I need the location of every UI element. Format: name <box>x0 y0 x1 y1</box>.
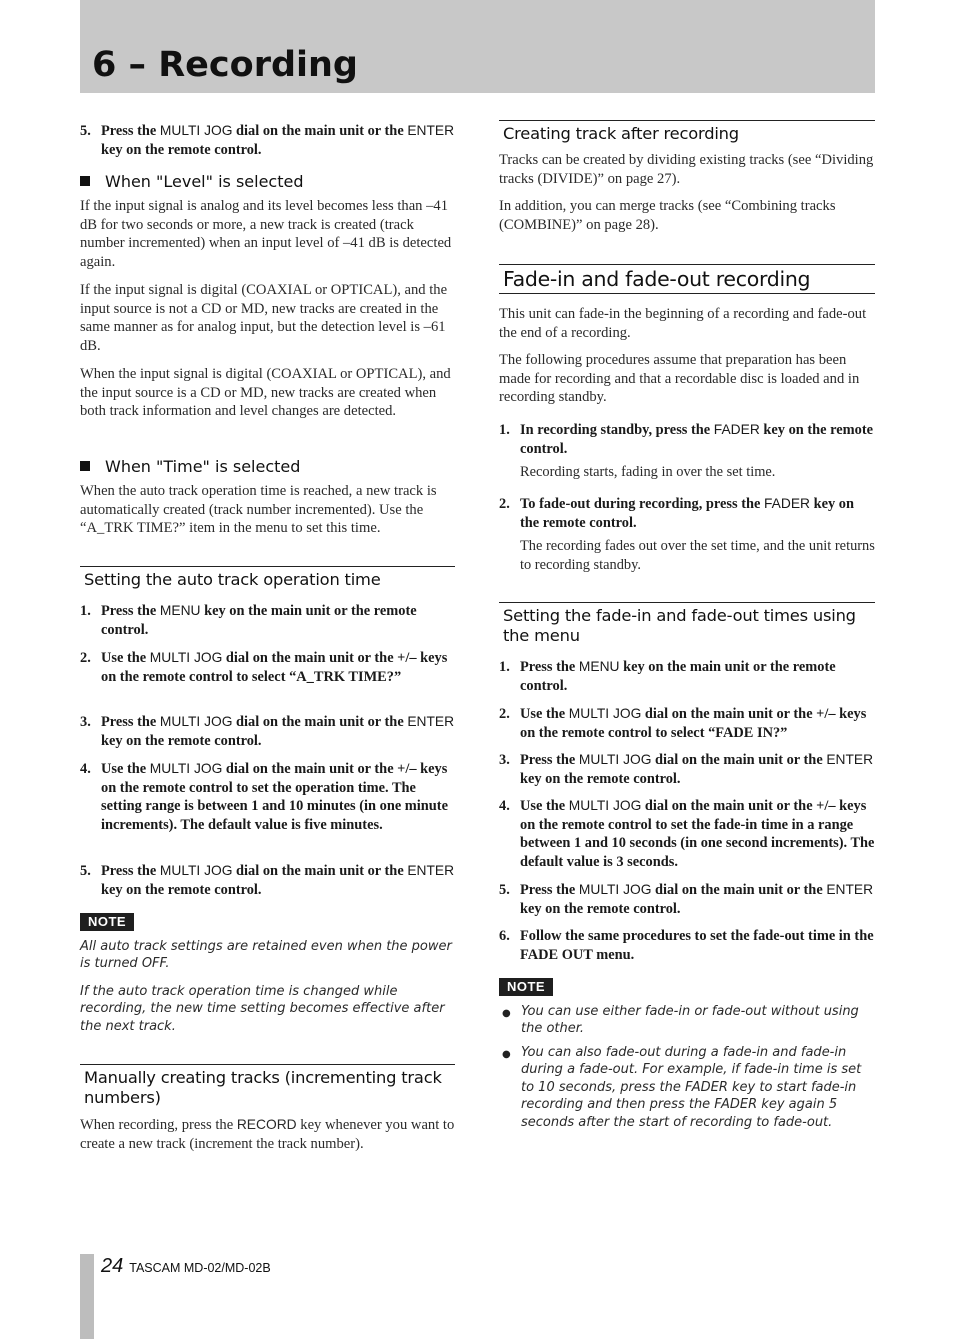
fade-paragraph-1: This unit can fade-in the beginning of a recording and fade-out the end of a recording. <box>499 306 867 341</box>
footer-brand: TASCAM MD-02/MD-02B <box>129 1261 271 1275</box>
page-number: 24 <box>101 1255 124 1277</box>
level-paragraph-3: When the input signal is digital (COAXIAL or OPTICAL), and the input source is a CD or MD, new tracks are created when both track information and level changes are detected. <box>80 366 451 420</box>
bullet-dot-icon: ● <box>502 1049 511 1060</box>
square-bullet-icon <box>80 176 90 186</box>
fade-menu-section-heading: Setting the fade-in and fade-out times using the menu <box>499 602 875 646</box>
note-paragraph-1: All auto track settings are retained even when the power is turned OFF. <box>80 939 452 972</box>
note-badge: NOTE <box>80 913 134 931</box>
chapter-title: 6 – Recording <box>92 45 358 85</box>
auto-step-4: 4. Use the MULTI JOG dial on the main unit or the +/– keys on the remote control to set the operation time. The setting range is between 1 and 10 minutes (in one minute increments). The default value is five minutes. <box>80 761 448 833</box>
auto-step-5: 5. Press the MULTI JOG dial on the main unit or the ENTER key on the remote control. <box>80 863 455 898</box>
auto-step-2: 2. Use the MULTI JOG dial on the main unit or the +/– keys on the remote control to select “A_TRK TIME?” <box>80 650 448 685</box>
note-bullet-1: ● You can use either fade-in or fade-out without using the other. <box>502 1004 859 1037</box>
square-bullet-icon <box>80 461 90 471</box>
menu-step-5: 5. Press the MULTI JOG dial on the main unit or the ENTER key on the remote control. <box>499 882 874 917</box>
after-recording-section-heading: Creating track after recording <box>499 120 875 144</box>
note-paragraph-2: If the auto track operation time is changed while recording, the new time setting becomes effective after the next track. <box>80 984 445 1034</box>
menu-step-3: 3. Press the MULTI JOG dial on the main unit or the ENTER key on the remote control. <box>499 752 874 787</box>
after-paragraph-2: In addition, you can merge tracks (see “Combining tracks (COMBINE)” on page 28). <box>499 198 836 233</box>
fade-step-2: 2. To fade-out during recording, press the FADER key on the remote control. The recording fades out over the set time, and the unit returns to recording standby. <box>499 496 875 573</box>
note-badge: NOTE <box>499 978 553 996</box>
fade-step-1: 1. In recording standby, press the FADER key on the remote control. Recording starts, fading in over the set time. <box>499 422 874 481</box>
note-bullet-2: ● You can also fade-out during a fade-in and fade-in during a fade-out. For example, if fade-in time is set to 10 seconds, press the FADER key to start fade-in recording and then press the FADER key again 5 seconds after the start of recording to fade-out. <box>502 1045 862 1130</box>
after-paragraph-1: Tracks can be created by dividing existing tracks (see “Dividing tracks (DIVIDE)” on page 27). <box>499 152 874 187</box>
fade-section-heading: Fade-in and fade-out recording <box>499 264 875 294</box>
auto-step-1: 1. Press the MENU key on the main unit or the remote control. <box>80 603 417 638</box>
menu-step-4: 4. Use the MULTI JOG dial on the main unit or the +/– keys on the remote control to set the fade-in time in a range between 1 and 10 seconds (in one second increments). The default value is 3 seconds. <box>499 798 875 870</box>
menu-step-1: 1. Press the MENU key on the main unit or the remote control. <box>499 659 836 694</box>
level-paragraph-2: If the input signal is digital (COAXIAL or OPTICAL), and the input source is not a CD or MD, new tracks are created in the same manner as for analog input, but the detection level is –61 dB. <box>80 282 448 355</box>
intro-step-5: 5. Press the MULTI JOG dial on the main unit or the ENTER key on the remote control. <box>80 123 455 158</box>
auto-step-3: 3. Press the MULTI JOG dial on the main unit or the ENTER key on the remote control. <box>80 714 455 749</box>
level-selected-heading: When "Level" is selected <box>80 172 455 192</box>
level-paragraph-1: If the input signal is analog and its level becomes less than –41 dB for two seconds or more, a new track is created (track number incremented) when an input level of –41 dB is detected again. <box>80 198 452 271</box>
manual-paragraph: When recording, press the RECORD key whenever you want to create a new track (increment the track number). <box>80 1117 455 1152</box>
page-footer <box>101 1253 271 1279</box>
footer-bar <box>80 1254 94 1339</box>
bullet-dot-icon: ● <box>502 1008 511 1019</box>
menu-step-2: 2. Use the MULTI JOG dial on the main unit or the +/– keys on the remote control to select “FADE IN?” <box>499 706 867 741</box>
time-selected-heading: When "Time" is selected <box>80 457 455 477</box>
auto-track-section-heading: Setting the auto track operation time <box>80 566 455 590</box>
fade-paragraph-2: The following procedures assume that preparation has been made for recording and that a recordable disc is loaded and in recording standby. <box>499 352 860 406</box>
manual-tracks-section-heading: Manually creating tracks (incrementing track numbers) <box>80 1064 455 1108</box>
time-paragraph-1: When the auto track operation time is reached, a new track is automatically created (track number incremented). Use the “A_TRK TIME?” item in the menu to set this time. <box>80 483 437 537</box>
menu-step-6: 6. Follow the same procedures to set the fade-out time in the FADE OUT menu. <box>499 928 874 963</box>
